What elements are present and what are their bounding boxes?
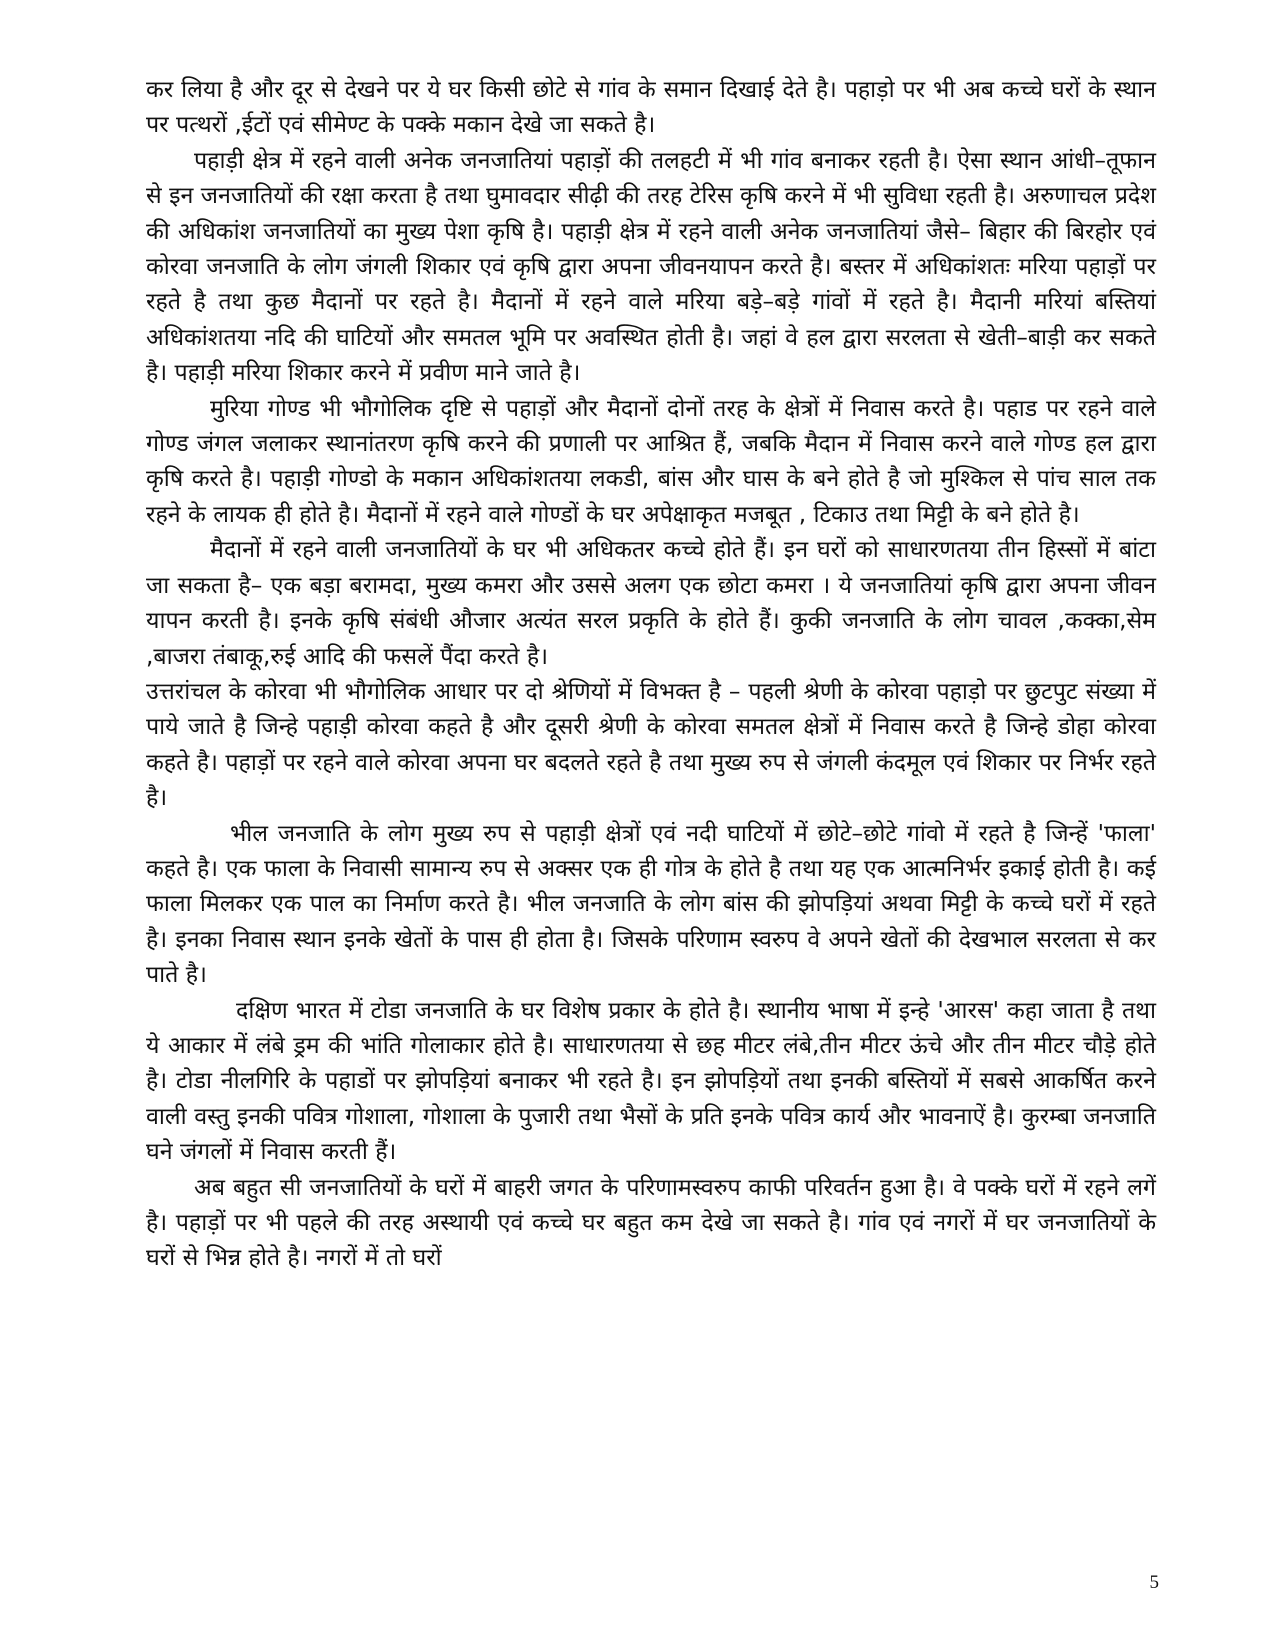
paragraph-1: कर लिया है और दूर से देखने पर ये घर किसी छोटे से गांव के समान दिखाई देते है। पहाड़ो पर भी अब कच्चे घरों के स्थान पर पत्थरों ,ईटों एवं सीमेण्ट के पक्के मकान देखे जा सकते है। [146,76,1156,139]
paragraph-8: अब बहुत सी जनजातियों के घरों में बाहरी जगत के परिणामस्वरुप काफी परिवर्तन हुआ है। वे पक्के घरों में रहने लगें है। पहाड़ों पर भी पहले की तरह अस्थायी एवं कच्चे घर बहुत कम देखे जा सकते है। गांव एवं नगरों में घर जनजातियों के घरों से भिन्न होते है। नगरों में तो घरों [146,1173,1156,1272]
paragraph-2: पहाड़ी क्षेत्र में रहने वाली अनेक जनजातियां पहाड़ों की तलहटी में भी गांव बनाकर रहती है। ऐसा स्थान आंधी–तूफान से इन जनजातियों की रक्षा करता है तथा घुमावदार सीढ़ी की तरह टेरिस कृषि करने में भी सुविधा रहती है। अरुणाचल प्रदेश की अधिकांश जनजातियों का मुख्य पेशा कृषि है। पहाड़ी क्षेत्र में रहने वाली अनेक जनजातियां जैसे– बिहार की बिरहोर एवं कोरवा जनजाति के लोग जंगली शिकार एवं कृषि द्वारा अपना जीवनयापन करते है। बस्तर में अधिकांशतः मरिया पहाड़ों पर रहते है तथा कुछ मैदानों पर रहते है। मैदानों में रहने वाले मरिया बड़े–बड़े गांवों में रहते है। मैदानी मरियां बस्तियां अधिकांशतया नदि की घाटियों और समतल भूमि पर अवस्थित होती है। जहां वे हल द्वारा सरलता से खेती–बाड़ी कर सकते है। पहाड़ी मरिया शिकार करने में प्रवीण माने जाते है। [146,146,1156,387]
paragraph-7: दक्षिण भारत में टोडा जनजाति के घर विशेष प्रकार के होते है। स्थानीय भाषा में इन्हे 'आरस' कहा जाता है तथा ये आकार में लंबे ड्रम की भांति गोलाकार होते है। साधारणतया से छह मीटर लंबे,तीन मीटर ऊंचे और तीन मीटर चौड़े होते है। टोडा नीलगिरि के पहाडों पर झोपड़ियां बनाकर भी रहते है। इन झोपड़ियों तथा इनकी बस्तियों में सबसे आकर्षित करने वाली वस्तु इनकी पवित्र गोशाला, गोशाला के पुजारी तथा भैसों के प्रति इनके पवित्र कार्य और भावनाऐं है। कुरम्बा जनजाति घने जंगलों में निवास करती हैं। [146,996,1156,1166]
page-number: 5 [1149,1572,1159,1593]
paragraph-3: मुरिया गोण्ड भी भौगोलिक दृष्टि से पहाड़ों और मैदानों दोनों तरह के क्षेत्रों में निवास करते है। पहाड पर रहने वाले गोण्ड जंगल जलाकर स्थानांतरण कृषि करने की प्रणाली पर आश्रित हैं, जबकि मैदान में निवास करने वाले गोण्ड हल द्वारा कृषि करते है। पहाड़ी गोण्डो के मकान अधिकांशतया लकडी, बांस और घास के बने होते है जो मुश्किल से पांच साल तक रहने के लायक ही होते है। मैदानों में रहने वाले गोण्डों के घर अपेक्षाकृत मजबूत , टिकाउ तथा मिट्टी के बने होते है। [146,394,1156,528]
document-body [146,72,1156,1276]
paragraph-4: मैदानों में रहने वाली जनजातियों के घर भी अधिकतर कच्चे होते हैं। इन घरों को साधारणतया तीन हिस्सों में बांटा जा सकता है– एक बड़ा बरामदा, मुख्य कमरा और उससे अलग एक छोटा कमरा । ये जनजातियां कृषि द्वारा अपना जीवन यापन करती है। इनके कृषि संबंधी औजार अत्यंत सरल प्रकृति के होते हैं। कुकी जनजाति के लोग चावल ,कक्का,सेम ,बाजरा तंबाकू,रुई आदि की फसलें पैंदा करते है। [146,536,1156,670]
paragraph-5: उत्तरांचल के कोरवा भी भौगोलिक आधार पर दो श्रेणियों में विभक्त है – पहली श्रेणी के कोरवा पहाड़ो पर छुटपुट संख्या में पाये जाते है जिन्हे पहाड़ी कोरवा कहते है और दूसरी श्रेणी के कोरवा समतल क्षेत्रों में निवास करते है जिन्हे डोहा कोरवा कहते है। पहाड़ों पर रहने वाले कोरवा अपना घर बदलते रहते है तथा मुख्य रुप से जंगली कंदमूल एवं शिकार पर निर्भर रहते है। [146,677,1157,812]
paragraph-6: भील जनजाति के लोग मुख्य रुप से पहाड़ी क्षेत्रों एवं नदी घाटियों में छोटे–छोटे गांवो में रहते है जिन्हें 'फाला' कहते है। एक फाला के निवासी सामान्य रुप से अक्सर एक ही गोत्र के होते है तथा यह एक आत्मनिर्भर इकाई होती है। कई फाला मिलकर एक पाल का निर्माण करते है। भील जनजाति के लोग बांस की झोपड़ियां अथवा मिट्टी के कच्चे घरों में रहते है। इनका निवास स्थान इनके खेतों के पास ही होता है। जिसके परिणाम स्वरुप वे अपने खेतों की देखभाल सरलता से कर पाते है। [146,819,1156,989]
